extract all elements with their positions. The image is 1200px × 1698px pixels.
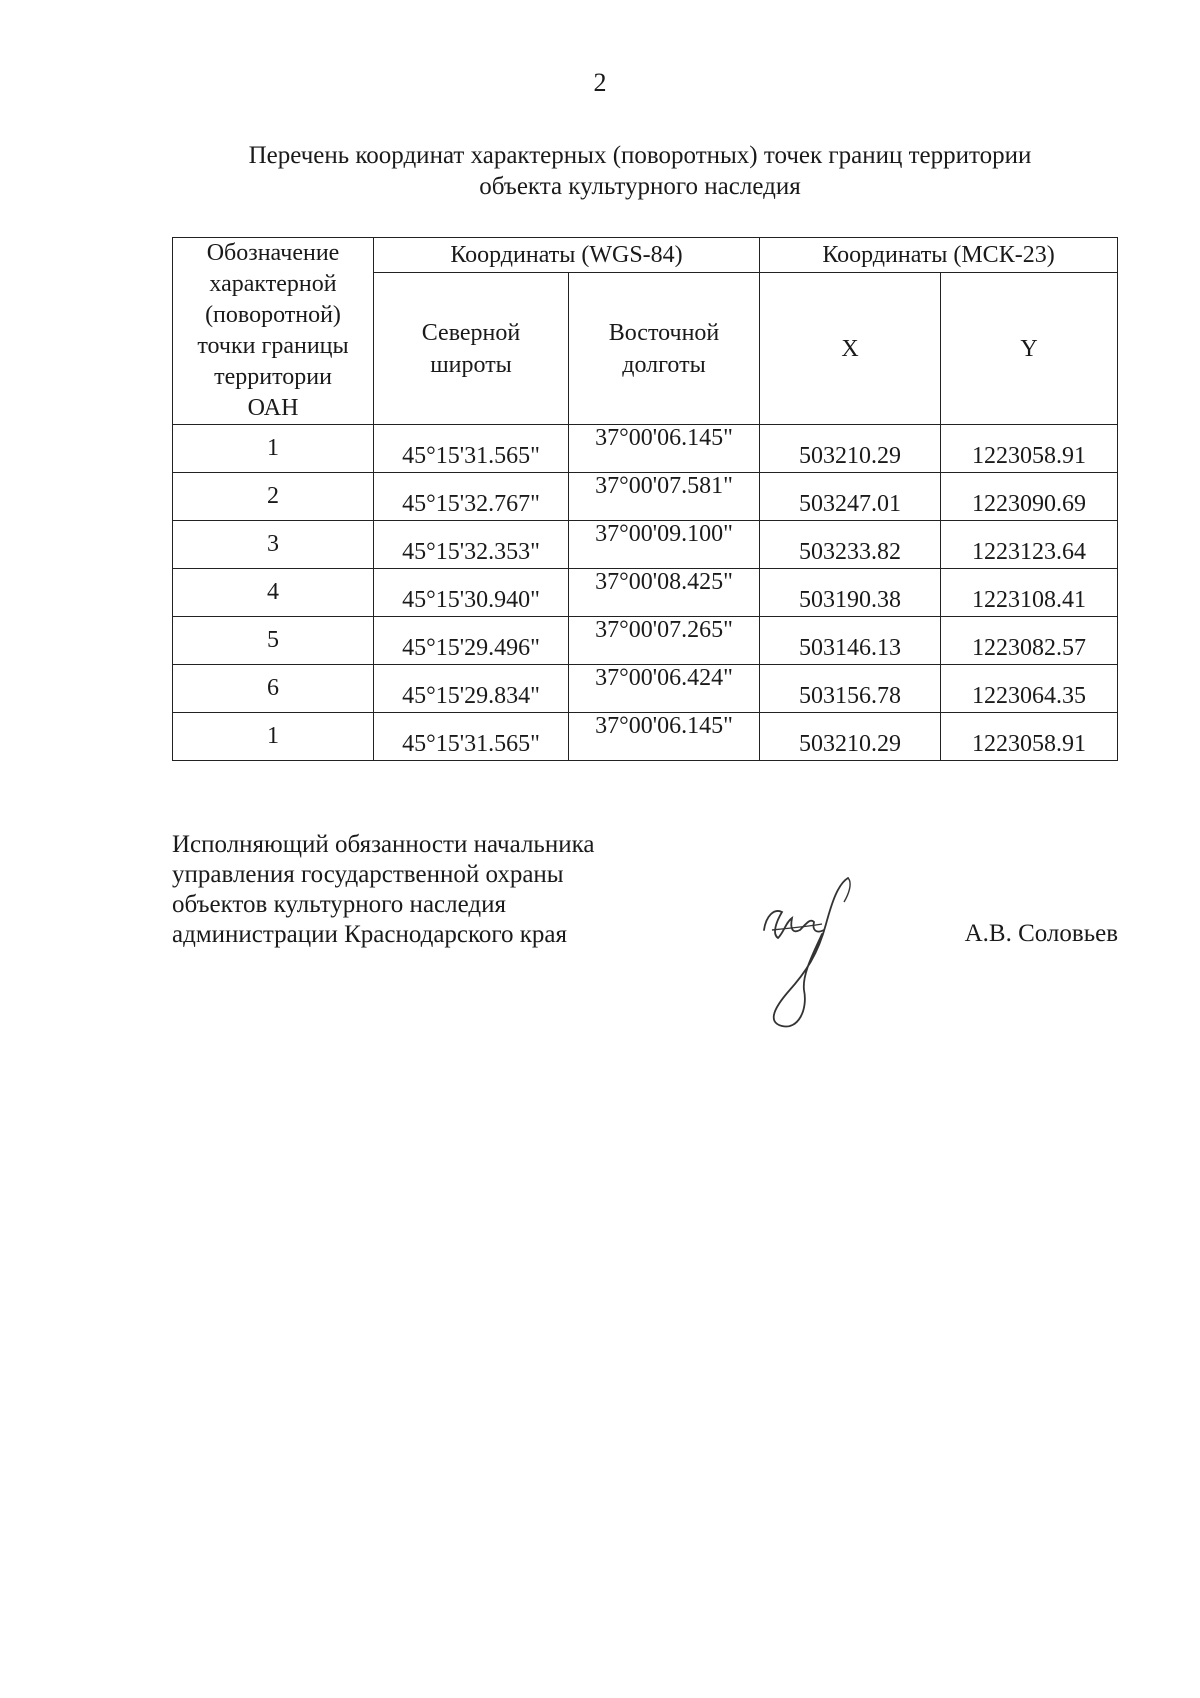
- header-y: Y: [941, 273, 1118, 425]
- x-cell: 503233.82: [760, 521, 941, 569]
- page-number: 2: [593, 68, 607, 97]
- position-line: администрации Краснодарского края: [172, 921, 568, 948]
- x-cell: 503146.13: [760, 617, 941, 665]
- header-point-line: Обозначение: [206, 240, 340, 266]
- lon-cell: 37°00'06.424": [569, 665, 760, 713]
- y-cell: 1223108.41: [941, 569, 1118, 617]
- table-row: [173, 569, 1118, 617]
- x-cell: 503190.38: [760, 569, 941, 617]
- lat-cell: 45°15'32.767": [374, 473, 569, 521]
- point-cell: 5: [173, 617, 374, 665]
- lon-cell: 37°00'06.145": [569, 713, 760, 761]
- y-cell: 1223082.57: [941, 617, 1118, 665]
- header-east-longitude: [569, 273, 760, 425]
- position-line: Исполняющий обязанности начальника: [172, 831, 595, 858]
- signer-name: А.В. Соловьев: [964, 920, 1118, 947]
- position-line: объектов культурного наследия: [172, 891, 506, 918]
- lat-cell: 45°15'31.565": [374, 425, 569, 473]
- point-cell: 1: [173, 425, 374, 473]
- lat-cell: 45°15'30.940": [374, 569, 569, 617]
- lon-cell: 37°00'08.425": [569, 569, 760, 617]
- table-row: [173, 521, 1118, 569]
- signatory-position: [172, 830, 692, 950]
- lat-cell: 45°15'32.353": [374, 521, 569, 569]
- header-point-line: (поворотной): [205, 302, 341, 328]
- header-point-line: характерной: [209, 271, 337, 297]
- handwritten-signature: [752, 872, 872, 1032]
- y-cell: 1223058.91: [941, 713, 1118, 761]
- lon-cell: 37°00'07.265": [569, 617, 760, 665]
- point-cell: 2: [173, 473, 374, 521]
- header-point-line: ОАН: [247, 395, 299, 421]
- header-point-line: территории: [214, 364, 332, 390]
- header-wgs84: Координаты (WGS-84): [374, 238, 760, 273]
- y-cell: 1223058.91: [941, 425, 1118, 473]
- x-cell: 503210.29: [760, 713, 941, 761]
- header-north-line: Северной: [421, 319, 521, 346]
- header-east-line: долготы: [622, 351, 706, 378]
- y-cell: 1223064.35: [941, 665, 1118, 713]
- lon-cell: 37°00'07.581": [569, 473, 760, 521]
- coordinates-table: [172, 237, 1118, 761]
- table-row: [173, 665, 1118, 713]
- header-x: X: [760, 273, 941, 425]
- table-row: [173, 425, 1118, 473]
- point-cell: 4: [173, 569, 374, 617]
- header-point-line: точки границы: [197, 333, 349, 359]
- header-north-line: широты: [430, 351, 512, 378]
- position-line: управления государственной охраны: [172, 861, 564, 888]
- point-cell: 3: [173, 521, 374, 569]
- lat-cell: 45°15'29.834": [374, 665, 569, 713]
- table-row: [173, 713, 1118, 761]
- lat-cell: 45°15'29.496": [374, 617, 569, 665]
- document-title: [160, 140, 1120, 202]
- x-cell: 503247.01: [760, 473, 941, 521]
- header-msk23: Координаты (МСК-23): [760, 238, 1118, 273]
- lat-cell: 45°15'31.565": [374, 713, 569, 761]
- point-cell: 6: [173, 665, 374, 713]
- title-line-2: объекта культурного наследия: [479, 173, 801, 200]
- x-cell: 503210.29: [760, 425, 941, 473]
- table-row: [173, 617, 1118, 665]
- lon-cell: 37°00'09.100": [569, 521, 760, 569]
- header-north-latitude: [374, 273, 569, 425]
- header-point-designation: [173, 238, 374, 425]
- y-cell: 1223090.69: [941, 473, 1118, 521]
- title-line-1: Перечень координат характерных (поворотных) точек границ территории: [248, 142, 1032, 169]
- x-cell: 503156.78: [760, 665, 941, 713]
- table-row: [173, 473, 1118, 521]
- header-east-line: Восточной: [608, 319, 720, 346]
- lon-cell: 37°00'06.145": [569, 425, 760, 473]
- point-cell: 1: [173, 713, 374, 761]
- y-cell: 1223123.64: [941, 521, 1118, 569]
